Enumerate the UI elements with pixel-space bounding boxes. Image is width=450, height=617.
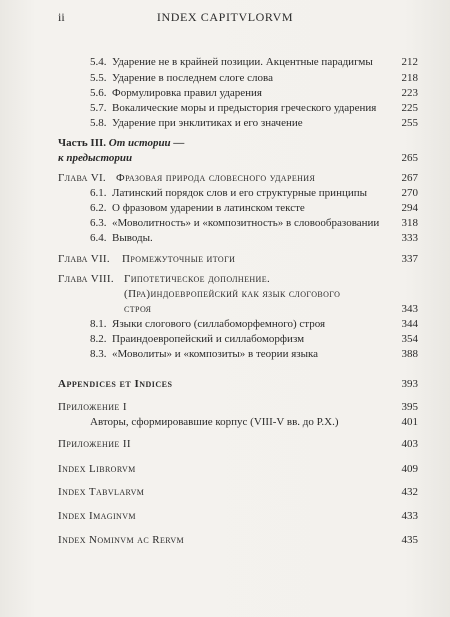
section-number: 5.6. xyxy=(90,87,107,99)
page-ref: 212 xyxy=(401,56,418,68)
section-number: 6.3. xyxy=(90,217,107,229)
section-title: Праиндоевропейский и силлабоморфизм xyxy=(112,333,305,345)
chapter-title-line1: Гипотетическое дополнение. xyxy=(124,273,271,285)
page-ref: 270 xyxy=(401,187,418,199)
page-ref: 267 xyxy=(401,172,418,184)
page-ref: 433 xyxy=(401,510,418,522)
section-title: «Моволиты» и «композиты» в теории языка xyxy=(112,348,319,360)
chapter-title: Промежуточные итоги xyxy=(122,253,236,265)
chapter-title: Фразовая природа словесного ударения xyxy=(116,172,316,184)
page-ref: 225 xyxy=(401,102,418,114)
page-ref: 343 xyxy=(401,303,418,315)
appendix-label: Приложение I xyxy=(58,401,127,413)
chapter-label: Глава VII. xyxy=(58,253,110,265)
section-number: 8.3. xyxy=(90,348,107,360)
index-label: Index Tabvlarvm xyxy=(58,486,145,498)
section-title: О фразовом ударении в латинском тексте xyxy=(112,202,305,214)
page-ref: 318 xyxy=(401,217,418,229)
page-ref: 395 xyxy=(401,401,418,413)
section-number: 6.1. xyxy=(90,187,107,199)
part-title-line2-text: к предыстории xyxy=(58,152,133,164)
part-number: Часть III. xyxy=(58,137,107,149)
section-number: 6.2. xyxy=(90,202,107,214)
page-ref: 354 xyxy=(401,333,418,345)
section-number: 8.1. xyxy=(90,318,107,330)
section-title: Вокалические моры и предыстория греческого ударения xyxy=(112,102,377,114)
section-title: Формулировка правил ударения xyxy=(112,87,262,99)
page-ref: 218 xyxy=(401,72,418,84)
appendices-title: Appendices et Indices xyxy=(58,378,173,390)
page-ref: 265 xyxy=(401,152,418,164)
chapter-title-line3: строя xyxy=(124,303,152,315)
section-number: 8.2. xyxy=(90,333,107,345)
page-ref: 388 xyxy=(401,348,418,360)
section-title: «Моволитность» и «композитность» в словообразовании xyxy=(112,217,380,229)
page-header xyxy=(0,10,450,30)
part-title-line2 xyxy=(58,152,132,164)
chapter-title-line2: (Пра)индоевропейский как язык слогового xyxy=(124,288,341,300)
page-ref: 294 xyxy=(401,202,418,214)
section-title: Ударение при энклитиках и его значение xyxy=(112,117,303,129)
appendix-label: Приложение II xyxy=(58,438,131,450)
running-title: INDEX CAPITVLORVM xyxy=(156,10,294,24)
page-ref: 337 xyxy=(401,253,418,265)
page-number: ii xyxy=(58,10,65,24)
section-title: Латинский порядок слов и его структурные принципы xyxy=(112,187,368,199)
page-ref: 393 xyxy=(401,378,418,390)
section-title: Выводы. xyxy=(112,232,153,244)
index-label: Index Librorvm xyxy=(58,463,136,475)
page-ref: 403 xyxy=(401,438,418,450)
page-ref: 344 xyxy=(401,318,418,330)
section-title: Ударение в последнем слоге слова xyxy=(112,72,273,84)
page-ref: 401 xyxy=(401,416,418,428)
page-ref: 435 xyxy=(401,534,418,546)
part-label xyxy=(58,137,184,149)
section-number: 5.7. xyxy=(90,102,107,114)
index-label: Index Nominvm ac Rervm xyxy=(58,534,185,546)
section-title: Ударение не в крайней позиции. Акцентные парадигмы xyxy=(112,56,373,68)
section-title: Языки слогового (силлабоморфемного) строя xyxy=(112,318,326,330)
page-ref: 223 xyxy=(401,87,418,99)
page-ref: 333 xyxy=(401,232,418,244)
section-number: 5.5. xyxy=(90,72,107,84)
page-ref: 255 xyxy=(401,117,418,129)
section-number: 5.8. xyxy=(90,117,107,129)
chapter-label: Глава VI. xyxy=(58,172,106,184)
index-label: Index Imaginvm xyxy=(58,510,136,522)
appendix-subtitle: Авторы, сформировавшие корпус (VIII-V вв. до Р.Х.) xyxy=(90,416,339,428)
part-title-line1: От истории — xyxy=(108,137,185,149)
page-ref: 432 xyxy=(401,486,418,498)
page-ref: 409 xyxy=(401,463,418,475)
section-number: 5.4. xyxy=(90,56,107,68)
chapter-label: Глава VIII. xyxy=(58,273,114,285)
section-number: 6.4. xyxy=(90,232,107,244)
